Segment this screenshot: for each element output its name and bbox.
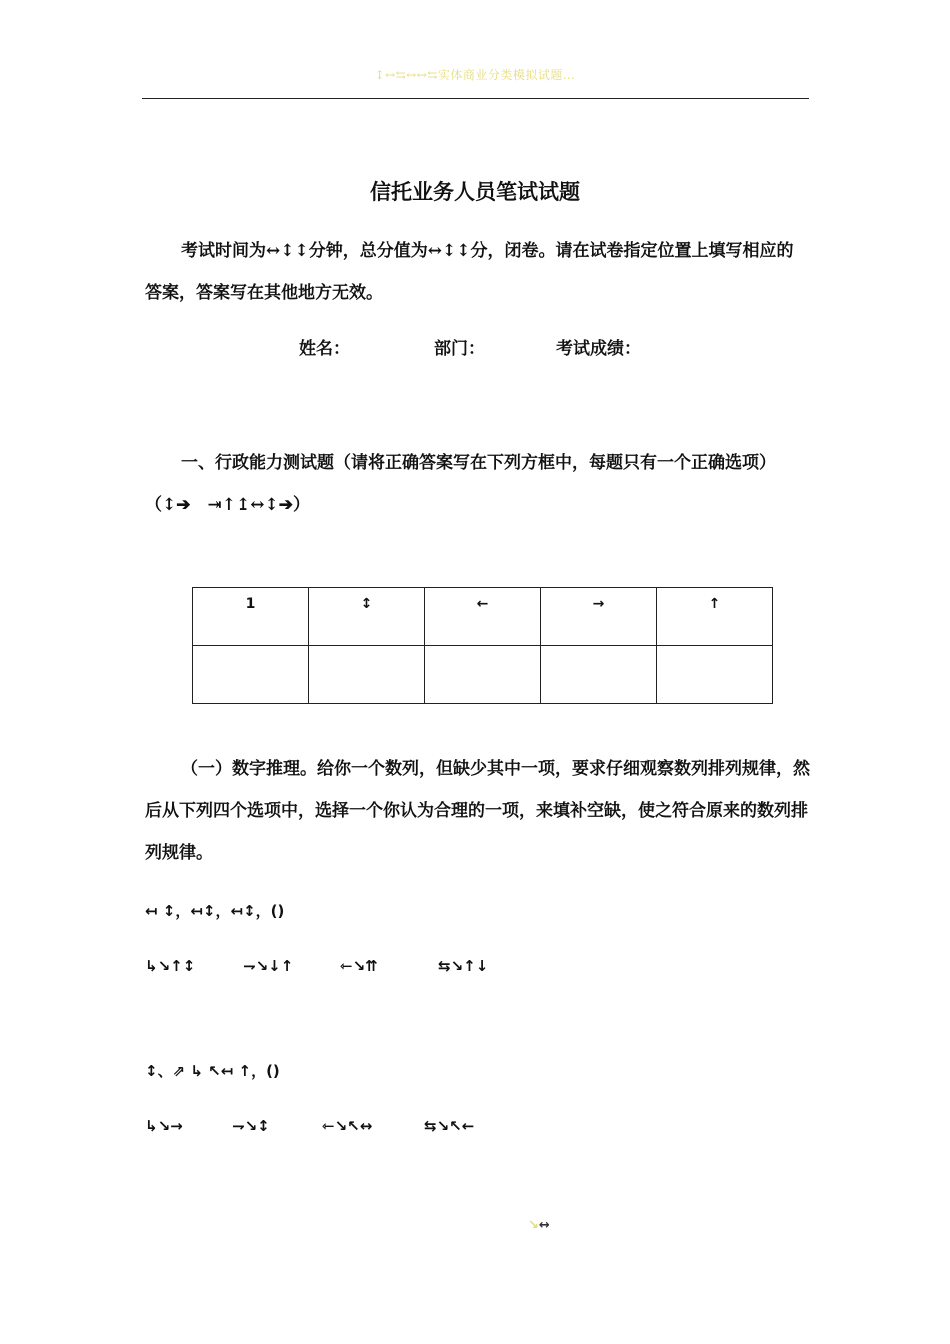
question-number-cell: → <box>541 588 657 646</box>
question-number-cell: 1 <box>193 588 309 646</box>
question-2-option: ⇆↘↖← <box>424 1117 475 1135</box>
page-number-value: ↔ <box>538 1218 550 1233</box>
subsection-heading: （一）数字推理。给你一个数列，但缺少其中一项，要求仔细观察数列排列规律，然后从下列四个选项中，选择一个你认为合理的一项，来填补空缺，使之符合原来的数列排列规律。 <box>145 759 810 863</box>
candidate-info <box>0 334 950 360</box>
answer-table <box>192 587 773 704</box>
question-number-cell: ← <box>425 588 541 646</box>
question-number-cell: ↑ <box>657 588 773 646</box>
question-1-sequence: ↤ ↕，↤↕，↤↕，() <box>145 902 285 920</box>
question-2-sequence: ↕、⇗ ↳ ↖↤ ↑，() <box>145 1062 280 1080</box>
header-divider <box>142 98 809 99</box>
question-number-cell: ↕ <box>309 588 425 646</box>
section-heading: 一、行政能力测试题（请将正确答案写在下列方框中，每题只有一个正确选项）（↕➔ ⇥↑↥↔↕➔） <box>145 453 776 515</box>
question-2-option: ⇁↘↕ <box>232 1117 270 1135</box>
page-header: ↕↔⇆↔↔⇆实体商业分类模拟试题… <box>374 68 576 82</box>
page-number <box>528 1218 550 1233</box>
question-1-option: ↳↘↑↕ <box>145 957 196 975</box>
question-1-option: ⇁↘↓↑ <box>243 957 294 975</box>
department-label: 部门： <box>434 339 485 359</box>
page-number-mark: ↘ <box>528 1218 539 1233</box>
answer-cell[interactable] <box>309 646 425 704</box>
name-label: 姓名： <box>299 339 350 359</box>
page-title: 信托业务人员笔试试题 <box>370 179 580 204</box>
answer-cell[interactable] <box>425 646 541 704</box>
score-label: 考试成绩： <box>556 339 641 359</box>
answer-table-header-row <box>193 588 773 646</box>
exam-instructions: 考试时间为↔↕↕分钟，总分值为↔↕↕分，闭卷。请在试卷指定位置上填写相应的答案，答案写在其他地方无效。 <box>145 241 794 303</box>
answer-cell[interactable] <box>193 646 309 704</box>
answer-cell[interactable] <box>657 646 773 704</box>
question-1-option: ⇽↘⇈ <box>340 957 378 975</box>
question-2-option: ⇽↘↖↔ <box>322 1117 373 1135</box>
answer-cell[interactable] <box>541 646 657 704</box>
question-2-option: ↳↘→ <box>145 1117 183 1135</box>
answer-table-answer-row <box>193 646 773 704</box>
question-1-option: ⇆↘↑↓ <box>438 957 489 975</box>
